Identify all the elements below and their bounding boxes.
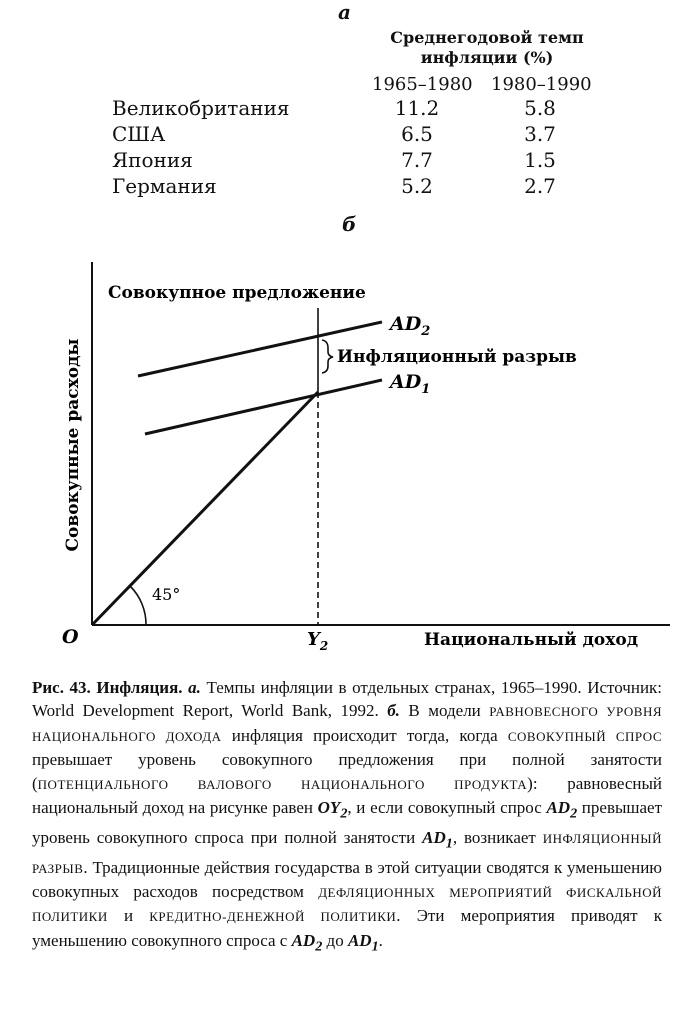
table-cell: 5.8 (524, 96, 556, 120)
gap-label: Инфляционный разрыв (337, 347, 577, 367)
caption-oy: $OY_2$ (317, 798, 348, 822)
caption-marker-b: б. (387, 701, 400, 721)
caption-text: Темпы инфляции в отдельных странах, 1965–1990. Источник: World Development Report, World Bank, 1992. (32, 678, 663, 721)
y-axis-label: Совокупные расходы (63, 338, 83, 552)
table-cell: 7.7 (401, 148, 433, 172)
column-header-1965-1980: 1965–1980 (372, 74, 473, 95)
caption-term: КРЕДИТНО-ДЕНЕЖНОЙ ПОЛИТИКИ (149, 909, 397, 925)
table-row-country: Япония (112, 148, 193, 172)
angle-arc (130, 586, 146, 625)
caption-text: ): равновесный национальный доход на рисунке равен (32, 773, 662, 818)
angle-label: 45° (152, 585, 181, 604)
caption-text: инфляция происходит тогда, когда (231, 725, 498, 745)
x-axis-label: Национальный доход (424, 630, 639, 650)
ad2-label: $AD_2$ (390, 313, 431, 339)
caption-term: ПОТЕНЦИАЛЬНОГО ВАЛОВОГО НАЦИОНАЛЬНОГО ПРОДУКТА (37, 776, 528, 792)
origin-label: O (62, 626, 79, 648)
supply-label: Совокупное предложение (108, 283, 366, 303)
table-row-country: США (112, 122, 166, 146)
ad1-line (145, 380, 382, 434)
caption-text: превышает уровень совокупного спроса при полной занятости (32, 798, 662, 847)
caption-marker-a: а. (188, 678, 201, 697)
table-cell: 3.7 (524, 122, 556, 146)
caption-text: В модели (408, 701, 481, 721)
panel-a-label: а (338, 0, 351, 24)
caption-figure-title: Рис. 43. Инфляция. (32, 678, 183, 697)
table-row-country: Германия (112, 174, 217, 198)
caption-ad2: $AD_2$ (291, 930, 323, 955)
caption-text: . (378, 930, 383, 950)
table-cell: 1.5 (524, 148, 556, 172)
table-cell: 5.2 (401, 174, 433, 198)
caption-text: , и если совокупный спрос (347, 798, 542, 818)
ad1-label: $AD_1$ (390, 371, 431, 397)
caption-term: ДЕФЛЯЦИОННЫХ МЕРОПРИЯТИЙ ФИСКАЛЬНОЙ ПОЛИТИКИ (32, 885, 662, 925)
column-header-1980-1990: 1980–1990 (491, 74, 592, 95)
gap-brace (322, 340, 333, 373)
caption-ad2: $AD_2$ (546, 798, 578, 822)
table-cell: 11.2 (394, 96, 440, 120)
line-45-degree (92, 392, 318, 625)
caption-text: . Традиционные действия государства в этой ситуации сводятся к уменьшению совокупных расходов посредством (32, 857, 662, 902)
caption-text: . Эти мероприятия приводят к уменьшению совокупного спроса с (32, 906, 662, 950)
caption-text: до (326, 930, 344, 950)
table-cell: 2.7 (524, 174, 556, 198)
panel-b-label: б (342, 212, 357, 236)
table-row-country: Великобритания (112, 96, 290, 120)
caption-text: превышает уровень совокупного предложения при полной занятости ( (32, 750, 662, 793)
caption-text: и (123, 906, 134, 926)
caption-ad1: $AD_1$ (422, 827, 453, 852)
caption-term: РАВНОВЕСНОГО УРОВНЯ НАЦИОНАЛЬНОГО ДОХОДА (32, 704, 663, 744)
caption-text: , возникает (452, 827, 536, 847)
figure-caption (32, 676, 662, 959)
table-cell: 6.5 (401, 122, 433, 146)
x-tick-y2: $Y_2$ (307, 629, 329, 653)
caption-term: ИНФЛЯЦИОННЫЙ РАЗРЫВ (32, 830, 663, 876)
caption-term: СОВОКУПНЫЙ СПРОС (507, 728, 663, 744)
table-header: Среднегодовой темп инфляции (%) (390, 28, 584, 67)
caption-ad1: $AD_1$ (347, 930, 379, 955)
